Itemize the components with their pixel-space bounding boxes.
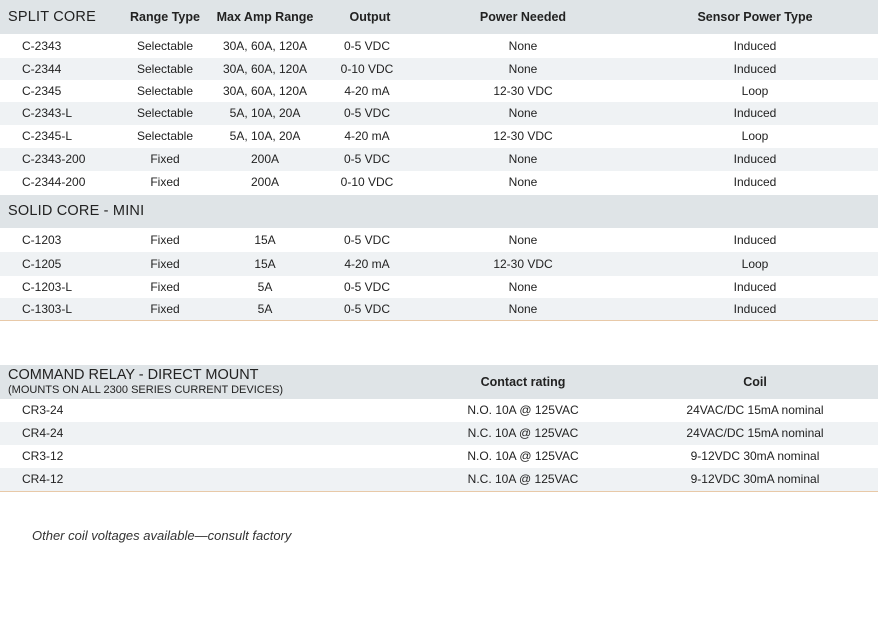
cell-contact-rating: N.C. 10A @ 125VAC (467, 426, 579, 440)
cell-max-amp-range: 30A, 60A, 120A (222, 84, 308, 98)
cell-sensor-power-type: Induced (733, 280, 777, 294)
cell-output: 0-5 VDC (343, 302, 390, 316)
cell-sensor-power-type: Loop (741, 257, 769, 271)
header-range-type: Range Type (130, 10, 200, 24)
cell-max-amp-range: 15A (254, 257, 276, 271)
cell-output: 0-5 VDC (343, 280, 390, 294)
cell-model: C-2345-L (22, 129, 73, 143)
cell-max-amp-range: 15A (254, 233, 276, 247)
cell-sensor-power-type: Induced (733, 39, 777, 53)
cell-sensor-power-type: Induced (733, 62, 777, 76)
cell-sensor-power-type: Induced (733, 106, 777, 120)
cell-power-needed: None (508, 106, 538, 120)
table-row (0, 252, 878, 276)
solid-core-section (0, 195, 878, 321)
cell-output: 4-20 mA (344, 84, 390, 98)
cell-sensor-power-type: Induced (733, 233, 777, 247)
cell-range-type: Selectable (136, 129, 194, 143)
cell-output: 4-20 mA (344, 257, 390, 271)
cell-max-amp-range: 30A, 60A, 120A (222, 62, 308, 76)
cell-power-needed: None (508, 280, 538, 294)
table-row (0, 58, 878, 80)
header-contact-rating: Contact rating (480, 375, 566, 389)
cell-model: C-1203-L (22, 280, 73, 294)
cell-power-needed: None (508, 152, 538, 166)
cell-output: 0-10 VDC (340, 175, 394, 189)
table-row (0, 148, 878, 171)
cell-model: C-1205 (22, 257, 62, 271)
cell-model: CR3-24 (22, 403, 64, 417)
header-power-needed: Power Needed (479, 10, 567, 24)
header-coil: Coil (743, 375, 767, 389)
cell-model: CR4-24 (22, 426, 64, 440)
command-relay-title: COMMAND RELAY - DIRECT MOUNT (8, 367, 259, 383)
cell-model: C-2344-200 (22, 175, 86, 189)
table-row (0, 34, 878, 58)
cell-model: C-1203 (22, 233, 62, 247)
cell-max-amp-range: 5A, 10A, 20A (229, 106, 301, 120)
cell-range-type: Fixed (150, 152, 180, 166)
table-row (0, 445, 878, 468)
split-core-section (0, 0, 878, 194)
cell-power-needed: None (508, 39, 538, 53)
cell-model: C-2345 (22, 84, 62, 98)
solid-core-header (0, 195, 878, 228)
table-row (0, 298, 878, 320)
cell-range-type: Fixed (150, 257, 180, 271)
cell-range-type: Fixed (150, 302, 180, 316)
cell-output: 0-5 VDC (343, 106, 390, 120)
cell-power-needed: 12-30 VDC (493, 257, 553, 271)
cell-max-amp-range: 200A (250, 152, 280, 166)
solid-core-bottom-rule (0, 320, 878, 321)
cell-output: 0-5 VDC (343, 39, 390, 53)
table-row (0, 125, 878, 148)
cell-model: C-2343-L (22, 106, 73, 120)
cell-range-type: Selectable (136, 39, 194, 53)
cell-contact-rating: N.O. 10A @ 125VAC (467, 403, 579, 417)
cell-range-type: Selectable (136, 106, 194, 120)
split-core-header (0, 0, 878, 34)
cell-max-amp-range: 200A (250, 175, 280, 189)
header-max-amp-range: Max Amp Range (216, 10, 314, 24)
cell-sensor-power-type: Induced (733, 302, 777, 316)
cell-coil: 9-12VDC 30mA nominal (690, 472, 820, 486)
solid-core-title: SOLID CORE - MINI (8, 203, 145, 219)
cell-sensor-power-type: Loop (741, 129, 769, 143)
table-row (0, 276, 878, 298)
cell-power-needed: 12-30 VDC (493, 84, 553, 98)
cell-sensor-power-type: Induced (733, 175, 777, 189)
cell-coil: 9-12VDC 30mA nominal (690, 449, 820, 463)
command-relay-bottom-rule (0, 491, 878, 492)
cell-model: CR4-12 (22, 472, 64, 486)
header-sensor-power-type: Sensor Power Type (697, 10, 813, 24)
cell-power-needed: None (508, 233, 538, 247)
cell-model: C-1303-L (22, 302, 73, 316)
cell-power-needed: None (508, 62, 538, 76)
cell-range-type: Selectable (136, 62, 194, 76)
cell-model: C-2344 (22, 62, 62, 76)
cell-output: 0-5 VDC (343, 152, 390, 166)
cell-output: 4-20 mA (344, 129, 390, 143)
table-row (0, 102, 878, 125)
table-row (0, 399, 878, 422)
command-relay-subtitle: (MOUNTS ON ALL 2300 SERIES CURRENT DEVICES) (8, 384, 284, 396)
cell-max-amp-range: 5A (257, 280, 273, 294)
cell-power-needed: 12-30 VDC (493, 129, 553, 143)
cell-range-type: Selectable (136, 84, 194, 98)
cell-range-type: Fixed (150, 280, 180, 294)
table-row (0, 422, 878, 445)
table-row (0, 171, 878, 194)
cell-sensor-power-type: Induced (733, 152, 777, 166)
split-core-title: SPLIT CORE (8, 9, 96, 25)
cell-model: C-2343-200 (22, 152, 86, 166)
command-relay-header (0, 365, 878, 399)
cell-output: 0-5 VDC (343, 233, 390, 247)
cell-coil: 24VAC/DC 15mA nominal (686, 426, 824, 440)
table-row (0, 80, 878, 102)
cell-power-needed: None (508, 175, 538, 189)
cell-coil: 24VAC/DC 15mA nominal (686, 403, 824, 417)
footnote: Other coil voltages available—consult factory (32, 528, 292, 543)
cell-contact-rating: N.O. 10A @ 125VAC (467, 449, 579, 463)
table-row (0, 228, 878, 252)
cell-sensor-power-type: Loop (741, 84, 769, 98)
cell-max-amp-range: 30A, 60A, 120A (222, 39, 308, 53)
cell-max-amp-range: 5A, 10A, 20A (229, 129, 301, 143)
cell-output: 0-10 VDC (340, 62, 394, 76)
cell-max-amp-range: 5A (257, 302, 273, 316)
cell-contact-rating: N.C. 10A @ 125VAC (467, 472, 579, 486)
table-row (0, 468, 878, 491)
cell-power-needed: None (508, 302, 538, 316)
header-output: Output (349, 10, 391, 24)
cell-model: CR3-12 (22, 449, 64, 463)
command-relay-section (0, 365, 878, 492)
cell-range-type: Fixed (150, 175, 180, 189)
cell-range-type: Fixed (150, 233, 180, 247)
cell-model: C-2343 (22, 39, 62, 53)
